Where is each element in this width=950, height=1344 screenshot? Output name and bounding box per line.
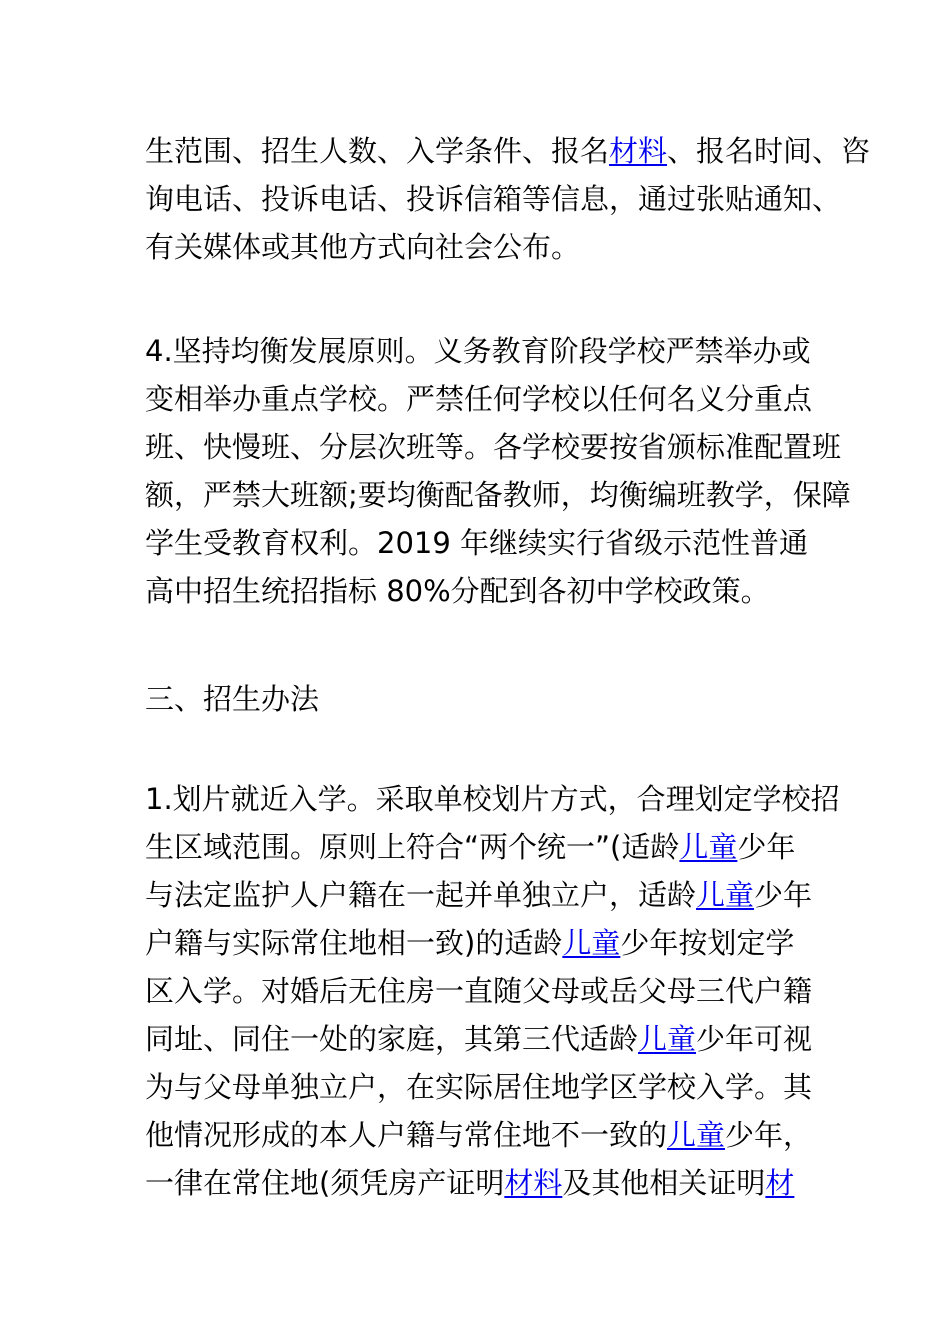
- text-line: [145, 127, 871, 175]
- text-line: [145, 871, 815, 919]
- text-segment: 高中招生统招指标 80%分配到各初中学校政策。: [145, 574, 770, 608]
- text-segment: 一律在常住地(须凭房产证明: [145, 1166, 505, 1200]
- text-segment: 生区域范围。原则上符合“两个统一”(适龄: [145, 830, 680, 864]
- text-segment: 少年，: [725, 1118, 813, 1152]
- text-line: [145, 775, 840, 823]
- text-segment: 1.划片就近入学。采取单校划片方式，合理划定学校招: [145, 782, 840, 816]
- text-segment: 额，严禁大班额;要均衡配备教师，均衡编班教学，保障: [145, 478, 851, 512]
- hyperlink[interactable]: 儿童: [696, 878, 755, 912]
- text-line: [145, 327, 815, 375]
- hyperlink[interactable]: 材料: [609, 134, 668, 168]
- text-line: [145, 1159, 815, 1207]
- text-segment: 变相举办重点学校。严禁任何学校以任何名义分重点: [145, 382, 813, 416]
- hyperlink[interactable]: 儿童: [667, 1118, 726, 1152]
- text-line: [145, 471, 851, 519]
- text-segment: 户籍与实际常住地相一致)的适龄: [145, 926, 563, 960]
- text-line: [145, 967, 815, 1015]
- text-line: [145, 223, 815, 271]
- text-line: [145, 567, 815, 615]
- text-segment: 询电话、投诉电话、投诉信箱等信息，通过张贴通知、: [145, 182, 842, 216]
- text-segment: 有关媒体或其他方式向社会公布。: [145, 230, 581, 264]
- paragraph-balanced-development: [145, 327, 851, 615]
- text-segment: 少年按划定学: [620, 926, 795, 960]
- text-segment: 生范围、招生人数、入学条件、报名: [145, 134, 610, 168]
- text-segment: 同址、同住一处的家庭，其第三代适龄: [145, 1022, 639, 1056]
- text-line: [145, 675, 815, 723]
- hyperlink[interactable]: 儿童: [638, 1022, 697, 1056]
- text-segment: 与法定监护人户籍在一起并单独立户，适龄: [145, 878, 697, 912]
- text-line: [145, 823, 815, 871]
- text-line: [145, 1015, 815, 1063]
- text-line: [145, 375, 815, 423]
- text-line: [145, 175, 842, 223]
- hyperlink[interactable]: 材: [765, 1166, 795, 1200]
- hyperlink[interactable]: 材料: [504, 1166, 563, 1200]
- text-segment: 及其他相关证明: [562, 1166, 766, 1200]
- text-line: [145, 519, 815, 567]
- text-line: [145, 1111, 815, 1159]
- text-segment: 为与父母单独立户，在实际居住地学区学校入学。其: [145, 1070, 813, 1104]
- text-segment: 班、快慢班、分层次班等。各学校要按省颁标准配置班: [145, 430, 842, 464]
- hyperlink[interactable]: 儿童: [562, 926, 621, 960]
- text-line: [145, 423, 842, 471]
- text-line: [145, 919, 815, 967]
- text-segment: 少年可视: [696, 1022, 813, 1056]
- text-segment: 他情况形成的本人户籍与常住地不一致的: [145, 1118, 668, 1152]
- text-segment: 少年: [737, 830, 796, 864]
- text-segment: 少年: [754, 878, 813, 912]
- paragraph-zoned-enrollment: [145, 775, 840, 1207]
- text-segment: 区入学。对婚后无住房一直随父母或岳父母三代户籍: [145, 974, 813, 1008]
- text-segment: 三、招生办法: [145, 682, 320, 716]
- paragraph-publicity: [145, 127, 871, 271]
- text-segment: 学生受教育权利。2019 年继续实行省级示范性普通: [145, 526, 809, 560]
- section-heading-enrollment-methods: [145, 675, 815, 723]
- text-segment: 、报名时间、咨: [667, 134, 871, 168]
- hyperlink[interactable]: 儿童: [679, 830, 738, 864]
- text-line: [145, 1063, 815, 1111]
- text-segment: 4.坚持均衡发展原则。义务教育阶段学校严禁举办或: [145, 334, 811, 368]
